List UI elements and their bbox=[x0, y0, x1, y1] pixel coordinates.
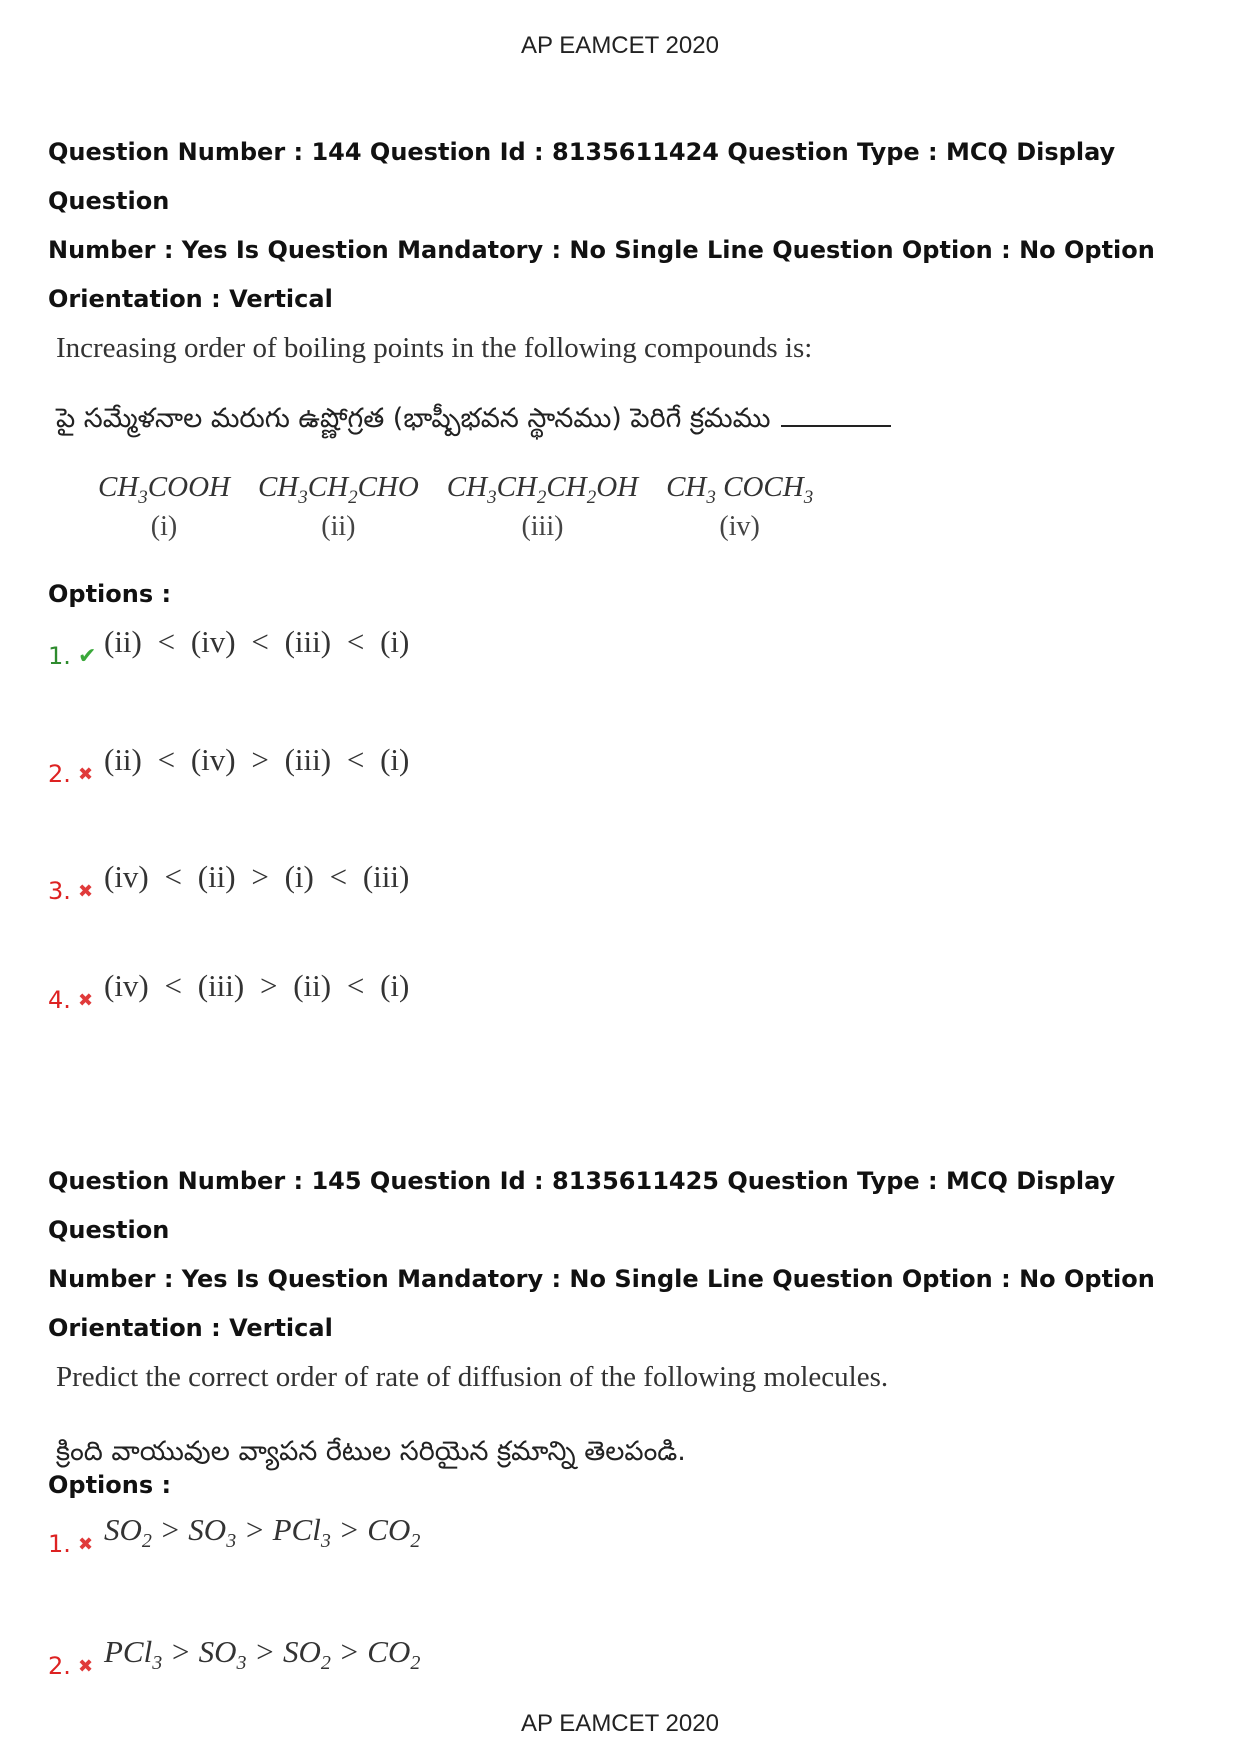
compound-item bbox=[447, 471, 638, 543]
compound-formula: $CH_3CH_2CH_2OH$ bbox=[446, 471, 639, 508]
option-item[interactable] bbox=[48, 1634, 420, 1680]
option-item[interactable] bbox=[48, 1512, 420, 1558]
question-meta-line: Question Number : 144 Question Id : 8135611424 Question Type : MCQ Display Question bbox=[48, 138, 1116, 215]
option-item[interactable] bbox=[48, 742, 409, 788]
option-number: 4. bbox=[48, 986, 71, 1014]
compound-formula: $CH_3COOH$ bbox=[98, 471, 230, 508]
compound-formula: $CH_3CH_2CHO$ bbox=[257, 471, 419, 508]
compound-formula: $CH_3$ $COCH_3$ bbox=[666, 471, 814, 508]
compound-label: (iii) bbox=[521, 510, 564, 542]
question-meta-line: Question Number : 145 Question Id : 8135611425 Question Type : MCQ Display Question bbox=[48, 1167, 1116, 1244]
option-text: $PCl_3 > SO_3 > SO_2 > CO_2$ bbox=[104, 1634, 421, 1675]
question-text-telugu-content: పై సమ్మేళనాల మరుగు ఉష్ణోగ్రత (భాష్పీభవన స్థానము) పెరిగే క్రమము bbox=[56, 403, 771, 434]
question-meta-line: Orientation : Vertical bbox=[48, 285, 333, 313]
cross-icon: ✖ bbox=[78, 1534, 94, 1554]
option-text: (ii) < (iv) < (iii) < (i) bbox=[104, 624, 410, 659]
question-145 bbox=[48, 1157, 1198, 1474]
option-number: 1. bbox=[48, 1530, 71, 1558]
question-meta-line: Number : Yes Is Question Mandatory : No Single Line Question Option : No Option bbox=[48, 1265, 1155, 1293]
compound-item bbox=[98, 471, 230, 543]
option-number: 2. bbox=[48, 1652, 71, 1680]
option-item[interactable] bbox=[48, 624, 409, 670]
cross-icon: ✖ bbox=[78, 881, 94, 901]
option-item[interactable] bbox=[48, 859, 409, 905]
question-meta-line: Orientation : Vertical bbox=[48, 1314, 333, 1342]
compound-label: (ii) bbox=[321, 510, 356, 542]
question-text-english: Increasing order of boiling points in the following compounds is: bbox=[56, 332, 813, 364]
compound-list bbox=[98, 471, 1198, 543]
compound-label: (i) bbox=[150, 510, 178, 542]
options-label: Options : bbox=[48, 1471, 172, 1499]
question-text-telugu: క్రింది వాయువుల వ్యాపన రేటుల సరియైన క్రమాన్ని తెలపండి. bbox=[56, 1436, 686, 1467]
option-number: 3. bbox=[48, 877, 71, 905]
question-144 bbox=[48, 128, 1198, 543]
cross-icon: ✖ bbox=[78, 990, 94, 1010]
option-text: (iv) < (ii) > (i) < (iii) bbox=[104, 859, 410, 894]
options-list-144 bbox=[48, 624, 1198, 1024]
compound-item bbox=[258, 471, 419, 543]
option-number: 1. bbox=[48, 642, 71, 670]
option-item[interactable] bbox=[48, 968, 409, 1014]
compound-item bbox=[666, 471, 813, 543]
check-icon: ✔ bbox=[78, 643, 97, 668]
option-text: (ii) < (iv) > (iii) < (i) bbox=[104, 742, 410, 777]
page-header: AP EAMCET 2020 bbox=[521, 32, 719, 59]
cross-icon: ✖ bbox=[78, 764, 94, 784]
option-text: $SO_2 > SO_3 > PCl_3 > CO_2$ bbox=[104, 1512, 421, 1553]
options-label: Options : bbox=[48, 580, 172, 608]
option-number: 2. bbox=[48, 760, 71, 788]
option-text: (iv) < (iii) > (ii) < (i) bbox=[104, 968, 410, 1003]
question-text-english: Predict the correct order of rate of diffusion of the following molecules. bbox=[56, 1361, 889, 1393]
cross-icon: ✖ bbox=[78, 1656, 94, 1676]
question-text-telugu bbox=[56, 403, 1198, 441]
options-list-145 bbox=[48, 1512, 1198, 1702]
compound-label: (iv) bbox=[719, 510, 760, 542]
answer-blank bbox=[781, 425, 891, 427]
question-meta-line: Number : Yes Is Question Mandatory : No Single Line Question Option : No Option bbox=[48, 236, 1155, 264]
page-footer: AP EAMCET 2020 bbox=[521, 1710, 719, 1737]
